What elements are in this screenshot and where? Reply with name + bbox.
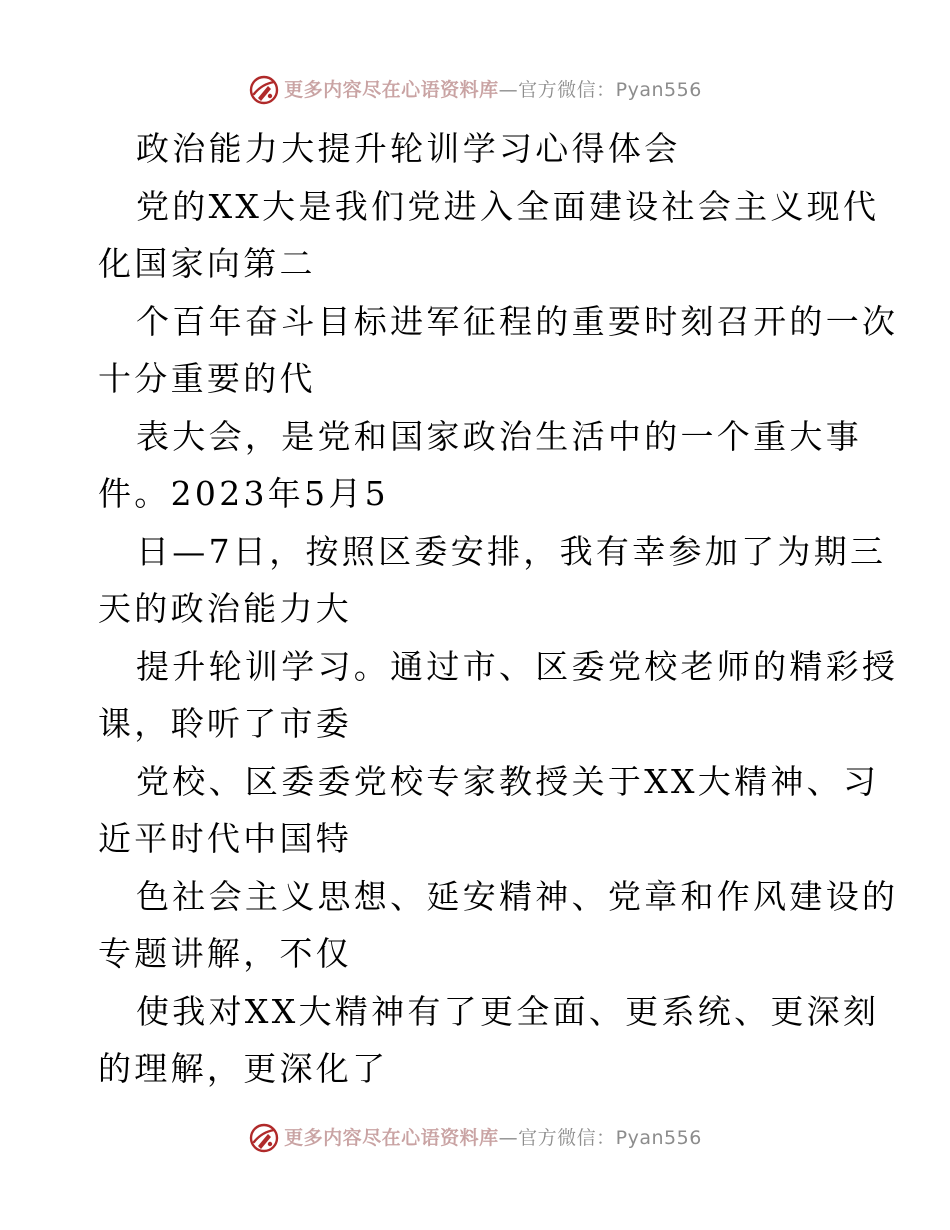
document-line: 色社会主义思想、延安精神、党章和作风建设的	[136, 876, 899, 916]
document-line: 化国家向第二	[98, 244, 316, 283]
document-line: 提升轮训学习。通过市、区委党校老师的精彩授	[136, 646, 899, 686]
document-line: 党的XX大是我们党进入全面建设社会主义现代	[136, 186, 880, 226]
document-line: 使我对XX大精神有了更全面、更系统、更深刻	[136, 991, 880, 1031]
header-banner-inner	[248, 74, 702, 106]
brand-logo-icon	[248, 1122, 280, 1154]
document-body	[98, 120, 899, 1098]
header-banner	[0, 70, 950, 110]
document-line: 件。2023年5月5	[98, 474, 389, 513]
document-line: 课，聆听了市委	[98, 704, 353, 743]
document-line: 的理解，更深化了	[98, 1049, 389, 1088]
document-line: 党校、区委委党校专家教授关于XX大精神、习	[136, 761, 880, 801]
document-line: 专题讲解，不仅	[98, 934, 353, 973]
document-line: 天的政治能力大	[98, 589, 353, 628]
header-banner-right-text: —官方微信：Pyan556	[498, 78, 702, 101]
document-line: 日—7日，按照区委安排，我有幸参加了为期三	[136, 531, 887, 571]
document-line: 近平时代中国特	[98, 819, 353, 858]
document-line: 表大会，是党和国家政治生活中的一个重大事	[136, 416, 862, 456]
footer-banner-text	[284, 1126, 702, 1149]
header-banner-text	[284, 78, 702, 101]
footer-banner	[0, 1118, 950, 1158]
header-banner-left-text: 更多内容尽在心语资料库	[284, 78, 499, 101]
footer-banner-inner	[248, 1122, 702, 1154]
footer-banner-left-text: 更多内容尽在心语资料库	[284, 1126, 499, 1149]
brand-logo-icon	[248, 74, 280, 106]
footer-banner-right-text: —官方微信：Pyan556	[498, 1126, 702, 1149]
document-line: 个百年奋斗目标进军征程的重要时刻召开的一次	[136, 301, 899, 341]
document-title: 政治能力大提升轮训学习心得体会	[136, 129, 681, 168]
document-line: 十分重要的代	[98, 359, 316, 398]
